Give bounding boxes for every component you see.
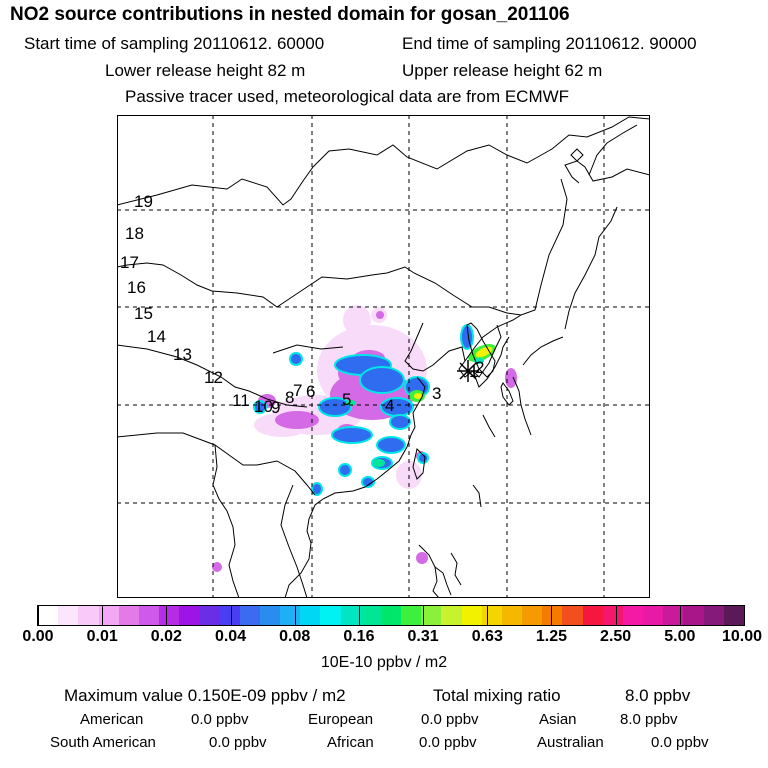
colorbar-divider: [616, 606, 617, 625]
region-australian-value: 0.0 ppbv: [651, 734, 709, 751]
colorbar-swatch: [199, 606, 220, 625]
max-value-label: Maximum value 0.150E-09 ppbv / m2: [64, 686, 346, 705]
region-african-label: African: [327, 734, 374, 751]
colorbar-swatch: [38, 606, 59, 625]
region-american-value: 0.0 ppbv: [191, 711, 249, 728]
colorbar-divider: [487, 606, 488, 625]
colorbar-swatch: [623, 606, 644, 625]
total-mixing-label: Total mixing ratio: [433, 686, 561, 705]
colorbar-tick-label: 2.50: [600, 628, 632, 645]
colorbar-divider: [551, 606, 552, 625]
colorbar-swatch: [381, 606, 402, 625]
colorbar-swatch: [643, 606, 664, 625]
colorbar-divider: [231, 606, 232, 625]
colorbar-divider: [102, 606, 103, 625]
end-time-label: End time of sampling 20110612. 90000: [402, 34, 697, 53]
colorbar-swatch: [401, 606, 422, 625]
colorbar-swatch: [482, 606, 503, 625]
colorbar-tick-label: 0.04: [214, 628, 247, 645]
colorbar-tick-label: 0.00: [22, 628, 54, 645]
marker-5: 5: [342, 390, 352, 409]
marker-2: 2: [475, 358, 485, 377]
marker-10: 10: [254, 397, 273, 416]
marker-16: 16: [127, 278, 146, 297]
colorbar-swatch: [663, 606, 684, 625]
colorbar-divider: [359, 606, 360, 625]
colorbar-tick-label: 1.25: [535, 628, 568, 645]
map-panel: [117, 115, 650, 598]
colorbar-swatch: [260, 606, 281, 625]
upper-height-label: Upper release height 62 m: [402, 61, 603, 80]
colorbar-swatch: [683, 606, 704, 625]
marker-3: 3: [432, 384, 442, 403]
marker-1: 1: [469, 362, 479, 381]
start-time-label: Start time of sampling 20110612. 60000: [24, 34, 325, 53]
colorbar-swatch: [583, 606, 604, 625]
colorbar-tick-label: 0.63: [471, 628, 503, 645]
marker-9: 9: [271, 398, 281, 417]
colorbar: [37, 605, 745, 626]
colorbar-tick-label: 0.02: [150, 628, 182, 645]
marker-6: 6: [306, 382, 316, 401]
colorbar-swatch: [58, 606, 79, 625]
colorbar-divider: [295, 606, 296, 625]
colorbar-swatch: [421, 606, 442, 625]
region-south-american-label: South American: [50, 734, 156, 751]
marker-7: 7: [293, 381, 303, 400]
marker-8: 8: [285, 388, 295, 407]
region-asian-label: Asian: [539, 711, 577, 728]
colorbar-tick-label: 5.00: [664, 628, 696, 645]
colorbar-swatch: [562, 606, 583, 625]
colorbar-tick-label: 0.16: [343, 628, 375, 645]
colorbar-divider: [423, 606, 424, 625]
marker-13: 13: [173, 345, 192, 364]
colorbar-swatch: [139, 606, 160, 625]
marker-12: 12: [204, 368, 223, 387]
marker-11: 11: [232, 391, 250, 410]
colorbar-swatch: [159, 606, 180, 625]
colorbar-swatch: [441, 606, 462, 625]
colorbar-swatch: [361, 606, 382, 625]
colorbar-unit-label: 10E-10 ppbv / m2: [320, 654, 448, 671]
region-australian-label: Australian: [537, 734, 604, 751]
lower-height-label: Lower release height 82 m: [105, 61, 306, 80]
marker-4: 4: [385, 396, 395, 415]
region-european-label: European: [308, 711, 374, 728]
marker-17: 17: [120, 253, 139, 272]
colorbar-swatch: [280, 606, 301, 625]
colorbar-tick-label: 0.01: [86, 628, 118, 645]
colorbar-swatch: [704, 606, 725, 625]
colorbar-swatch: [502, 606, 523, 625]
colorbar-swatch: [78, 606, 99, 625]
region-european-value: 0.0 ppbv: [421, 711, 479, 728]
colorbar-divider: [744, 606, 745, 625]
colorbar-swatch: [603, 606, 624, 625]
marker-19: 19: [134, 192, 153, 211]
colorbar-tick-label: 10.00: [721, 628, 763, 645]
colorbar-tick-label: 0.31: [407, 628, 439, 645]
colorbar-swatch: [119, 606, 140, 625]
colorbar-swatch: [320, 606, 341, 625]
tracer-info-label: Passive tracer used, meteorological data are from ECMWF: [125, 87, 570, 106]
region-african-value: 0.0 ppbv: [419, 734, 477, 751]
colorbar-divider: [680, 606, 681, 625]
marker-14: 14: [147, 327, 166, 346]
colorbar-divider: [38, 606, 39, 625]
total-mixing-value: 8.0 ppbv: [625, 686, 691, 705]
region-american-label: American: [80, 711, 144, 728]
colorbar-swatch: [179, 606, 200, 625]
colorbar-swatch: [462, 606, 483, 625]
region-asian-value: 8.0 ppbv: [620, 711, 678, 728]
region-south-american-value: 0.0 ppbv: [209, 734, 267, 751]
colorbar-swatch: [300, 606, 321, 625]
colorbar-tick-label: 0.08: [279, 628, 311, 645]
colorbar-swatch: [542, 606, 563, 625]
marker-18: 18: [125, 224, 144, 243]
colorbar-swatch: [522, 606, 543, 625]
colorbar-divider: [166, 606, 167, 625]
plot-title: NO2 source contributions in nested domain for gosan_201106: [10, 4, 570, 25]
colorbar-swatch: [724, 606, 745, 625]
map-svg: [117, 115, 650, 598]
colorbar-swatch: [240, 606, 261, 625]
marker-15: 15: [134, 304, 153, 323]
